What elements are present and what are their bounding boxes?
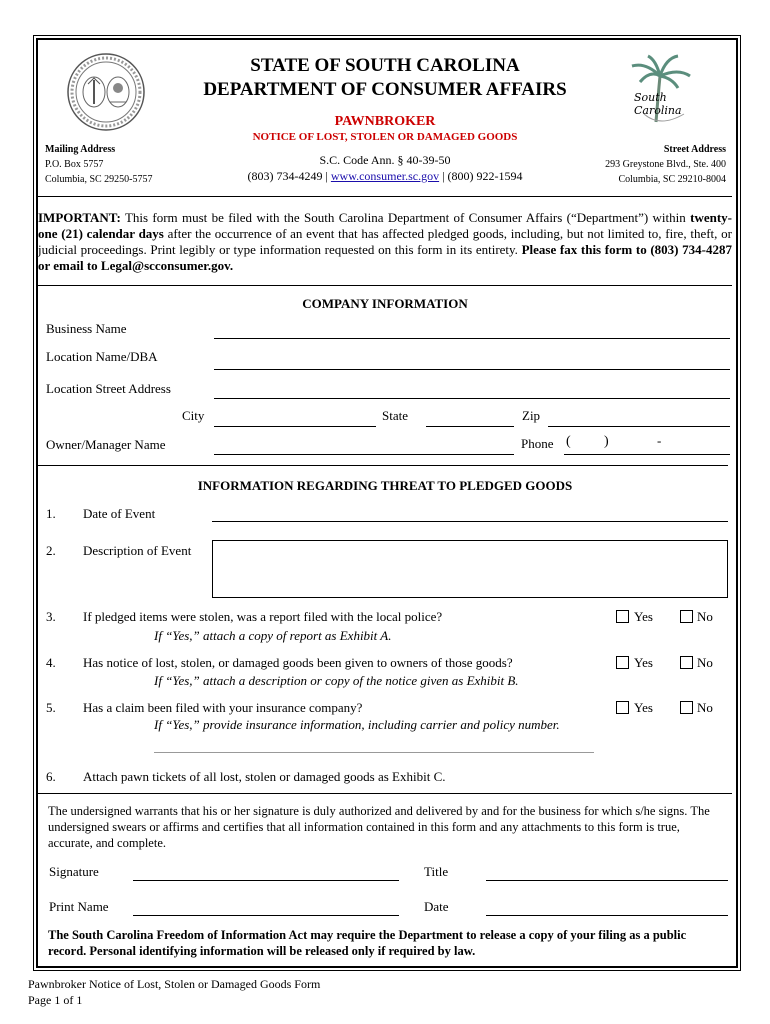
mailing-label: Mailing Address <box>45 144 116 155</box>
threat-heading: INFORMATION REGARDING THREAT TO PLEDGED GOODS <box>197 478 573 493</box>
item-number-5: 5. <box>46 700 56 715</box>
state-field[interactable] <box>426 426 514 427</box>
item-number-6: 6. <box>46 769 56 784</box>
section-divider-2 <box>38 465 728 466</box>
state-label: State <box>382 408 408 423</box>
location-name-label: Location Name/DBA <box>46 349 158 364</box>
insurance-info-field[interactable] <box>154 752 594 753</box>
police-report-no-checkbox[interactable] <box>680 610 693 623</box>
foia-notice: The South Carolina Freedom of Information Act may require the Department to release a copy of your filing as a public record. Personal identifying information will be released only if required by law. <box>48 928 687 958</box>
phone-tollfree: | (800) 922-1594 <box>439 169 523 183</box>
pawn-tickets-instruction: Attach pawn tickets of all lost, stolen or damaged goods as Exhibit C. <box>83 769 446 784</box>
form-subtitle: NOTICE OF LOST, STOLEN OR DAMAGED GOODS <box>252 131 518 143</box>
signature-label: Signature <box>49 864 99 879</box>
section-divider-1 <box>38 285 732 286</box>
phone-open-paren: ( <box>566 434 571 449</box>
insurance-claim-yes-label: Yes <box>634 700 653 715</box>
date-of-event-label: Date of Event <box>83 506 156 521</box>
date-label: Date <box>424 899 449 914</box>
footer-page-number: Page 1 of 1 <box>28 993 83 1007</box>
date-field[interactable] <box>486 915 728 916</box>
title-line-2: DEPARTMENT OF CONSUMER AFFAIRS <box>203 79 567 100</box>
owner-label: Owner/Manager Name <box>46 437 166 452</box>
location-name-field[interactable] <box>214 369 730 370</box>
important-deadline: twenty-one (21) calendar days <box>38 210 732 241</box>
police-report-note: If “Yes,” attach a copy of report as Exhibit A. <box>154 628 392 643</box>
business-name-field[interactable] <box>214 338 730 339</box>
date-of-event-field[interactable] <box>212 521 728 522</box>
owner-notice-question: Has notice of lost, stolen, or damaged goods been given to owners of those goods? <box>83 655 513 670</box>
title-field[interactable] <box>486 880 728 881</box>
item-number-1: 1. <box>46 506 56 521</box>
street-line-2: Columbia, SC 29210-8004 <box>618 174 726 185</box>
phone-label: Phone <box>521 436 554 451</box>
police-report-no-label: No <box>697 609 713 624</box>
police-report-question: If pledged items were stolen, was a report filed with the local police? <box>83 609 443 624</box>
location-street-label: Location Street Address <box>46 381 171 396</box>
owner-notice-no-label: No <box>697 655 713 670</box>
important-text-2: after the occurrence of an event that has affected pledged goods, including, but not limited to, fire, theft, or judicial proceedings. Print legibly or type information requested on this form in its entirety. <box>38 226 732 257</box>
important-lead: IMPORTANT: <box>38 210 121 225</box>
footer-form-name: Pawnbroker Notice of Lost, Stolen or Damaged Goods Form <box>28 977 321 991</box>
company-heading: COMPANY INFORMATION <box>302 296 468 311</box>
zip-label: Zip <box>522 408 541 423</box>
insurance-claim-question: Has a claim been filed with your insurance company? <box>83 700 363 715</box>
title-line-1: STATE OF SOUTH CAROLINA <box>250 55 520 76</box>
street-label: Street Address <box>663 144 726 155</box>
business-name-label: Business Name <box>46 321 127 336</box>
form-type: PAWNBROKER <box>334 114 436 129</box>
owner-notice-yes-label: Yes <box>634 655 653 670</box>
important-fax-email: Please fax this form to (803) 734-4287 or email to Legal@scconsumer.gov. <box>38 242 732 273</box>
section-divider-3 <box>38 793 732 794</box>
owner-notice-note: If “Yes,” attach a description or copy of the notice given as Exhibit B. <box>154 673 519 688</box>
mailing-line-2: Columbia, SC 29250-5757 <box>45 174 153 185</box>
description-label: Description of Event <box>83 543 192 558</box>
phone-dash: - <box>657 433 662 448</box>
print-name-label: Print Name <box>49 899 109 914</box>
signature-field[interactable] <box>133 880 399 881</box>
owner-notice-no-checkbox[interactable] <box>680 656 693 669</box>
phone-main: (803) 734-4249 | <box>247 169 331 183</box>
insurance-claim-yes-checkbox[interactable] <box>616 701 629 714</box>
owner-field[interactable] <box>214 454 514 455</box>
important-text-1: This form must be filed with the South Carolina Department of Consumer Affairs (“Department”) within <box>120 210 691 225</box>
code-reference: S.C. Code Ann. § 40-39-50 <box>319 153 451 167</box>
city-label: City <box>182 408 205 423</box>
insurance-claim-note: If “Yes,” provide insurance information, including carrier and policy number. <box>154 717 560 732</box>
city-field[interactable] <box>214 426 376 427</box>
police-report-yes-label: Yes <box>634 609 653 624</box>
zip-field[interactable] <box>548 426 730 427</box>
location-street-field[interactable] <box>214 398 730 399</box>
description-textarea[interactable] <box>212 540 728 598</box>
important-notice <box>38 210 732 274</box>
insurance-claim-no-checkbox[interactable] <box>680 701 693 714</box>
header-divider <box>38 196 732 197</box>
item-number-4: 4. <box>46 655 56 670</box>
phone-field[interactable] <box>564 454 730 455</box>
title-label: Title <box>424 864 449 879</box>
street-line-1: 293 Greystone Blvd., Ste. 400 <box>605 159 726 170</box>
mailing-line-1: P.O. Box 5757 <box>45 159 104 170</box>
certification-text: The undersigned warrants that his or her signature is duly authorized and delivered by and for the business for which s/he signs. The undersigned swears or affirms and certifies that all information contained in this form and any attachments to this form is true, accurate, and complete. <box>48 804 710 850</box>
police-report-yes-checkbox[interactable] <box>616 610 629 623</box>
owner-notice-yes-checkbox[interactable] <box>616 656 629 669</box>
print-name-field[interactable] <box>133 915 399 916</box>
item-number-2: 2. <box>46 543 56 558</box>
website-link[interactable]: www.consumer.sc.gov <box>330 169 440 183</box>
insurance-claim-no-label: No <box>697 700 713 715</box>
logo-text: South Carolina <box>634 91 682 117</box>
item-number-3: 3. <box>46 609 56 624</box>
phone-close-paren: ) <box>604 434 609 449</box>
